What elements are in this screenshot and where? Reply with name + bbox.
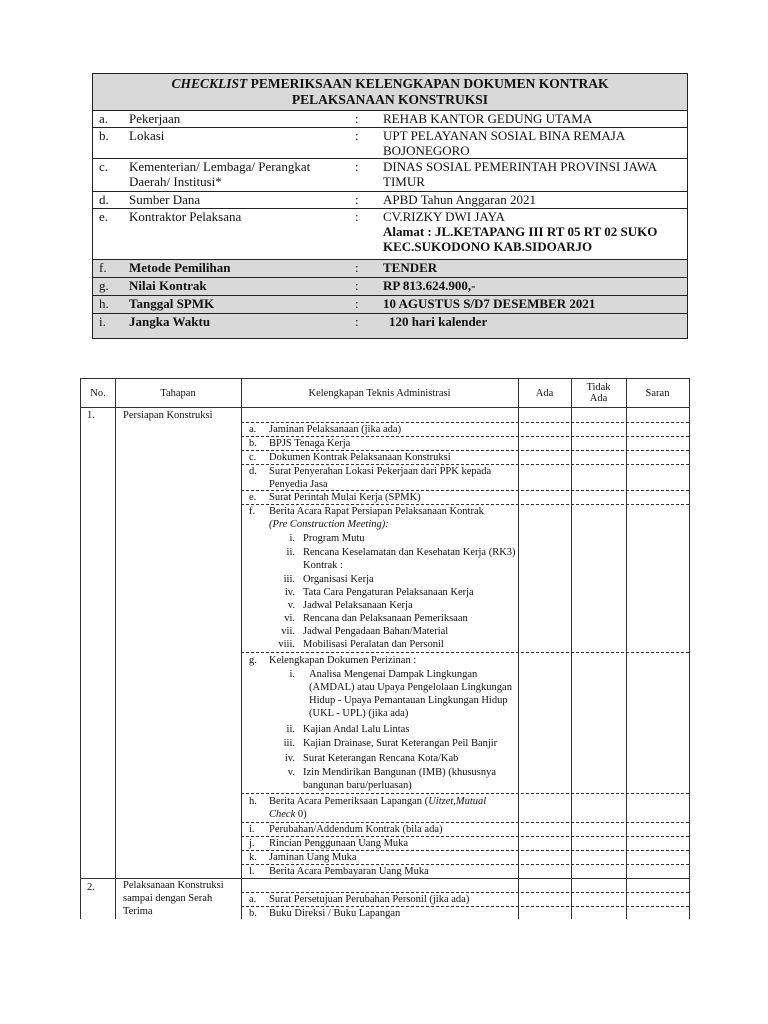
info-row-sumber-dana: d. Sumber Dana : APBD Tahun Anggaran 2021 — [99, 192, 537, 207]
section-tahapan-2: Pelaksanaan Konstruksi sampai dengan Serah Terima — [123, 880, 224, 917]
info-row-metode: f. Metode Pemilihan : TENDER — [93, 260, 687, 277]
contractor-address: Alamat : JL.KETAPANG III RT 05 RT 02 SUKO KEC.SUKODONO KAB.SIDOARJO — [383, 224, 658, 254]
checklist-title — [93, 74, 687, 110]
info-row-lokasi: b. Lokasi : UPT PELAYANAN SOSIAL BINA REMAJA BOJONEGORO — [99, 128, 625, 158]
title-rest: PEMERIKSAAN KELENGKAPAN DOKUMEN KONTRAK — [250, 76, 609, 91]
section-no-2: 2. — [87, 882, 95, 893]
info-row-jangka-waktu: i. Jangka Waktu : 120 hari kalender — [93, 314, 687, 338]
info-row-kementerian: c. Kementerian/ Lembaga/ Perangkat Daerah/ Institusi* : DINAS SOSIAL PEMERINTAH PROVINSI JAWA TIMUR — [99, 159, 657, 189]
info-row-tanggal-spmk: h. Tanggal SPMK : 10 AGUSTUS S/D7 DESEMBER 2021 — [93, 296, 687, 313]
info-row-nilai-kontrak: g. Nilai Kontrak : RP 813.624.900,- — [93, 278, 687, 295]
col-header-kelengkapan: Kelengkapan Teknis Administrasi — [308, 387, 451, 399]
section-no-1: 1. — [87, 410, 95, 421]
col-header-saran: Saran — [645, 387, 670, 399]
col-header-no: No. — [90, 387, 106, 399]
col-header-tidak-ada: Tidak Ada — [586, 382, 611, 404]
title-line2: PELAKSANAAN KONSTRUKSI — [291, 92, 489, 107]
info-row-pekerjaan: a. Pekerjaan : REHAB KANTOR GEDUNG UTAMA — [99, 111, 593, 126]
section-tahapan-1: Persiapan Konstruksi — [123, 410, 213, 421]
col-header-ada: Ada — [535, 387, 554, 399]
contract-info-box — [92, 73, 688, 339]
checklist-table: No. Tahapan Kelengkapan Teknis Administrasi Ada Tidak Ada Saran 1. Persiapan Konstruksi a. Jaminan Pelaksanaan (jika ada) b. BPJS Tenaga Kerja c. Dokumen Kontrak Pelaksanaan Konstruksi d. Surat Penyerahan Lokasi Pekerjaan dari PPK kepada Penyedia Jasa e. Surat Perintah Mulai Kerja (SPMK) f. Berita Acara Rapat Persiapan Pelaksanaan Kontrak (Pre Construction Meeting): i. Program Mutu ii. Rencana Keselamatan dan Kesehatan Kerja (RK3) Kontrak : iii. Organisasi Kerja iv. Tata Cara Pengaturan Pelaksanaan Kerja v. Jadwal Pelaksanaan Kerja vi. Rencana dan Pelaksanaan Pemeriksaan vii. Jadwal Pengadaan Bahan/Material viii. Mobilisasi Peralatan dan Personil g. Kelengkapan Dokumen Perizinan : i. Analisa Mengenai Dampak Lingkungan (AMDAL) atau Upaya Pengelolaan Lingkungan Hidup - Upaya Pemantauan Lingkungan Hidup (UKL - UPL) (jika ada) ii. Kajian Andal Lalu Lintas iii. Kajian Drainase, Surat Keterangan Peil Banjir iv. Surat Keterangan Rencana Kota/Kab v. Izin Mendirikan Bangunan (IMB) (khususnya bangunan baru/perluasan) h. Berita Acara Pemeriksaan Lapangan (Uitzet,Mutual Check 0) i. Perubahan/Addendum Kontrak (bila ada) j. Rincian Penggunaan Uang Muka k. Jaminan Uang Muka l. Berita Acara Pembayaran Uang Muka 2. Pelaksanaan Konstruksi sampai dengan Serah Terima a. Surat Persetujuan Perubahan Personil (jika ada) b. Buku Direksi / Buku Lapangan — [80, 378, 690, 919]
title-italic: CHECKLIST — [171, 76, 248, 91]
col-header-tahapan: Tahapan — [160, 387, 196, 399]
info-row-kontraktor: e. Kontraktor Pelaksana : CV.RIZKY DWI JAYA Alamat : JL.KETAPANG III RT 05 RT 02 SUKO KEC.SUKODONO KAB.SIDOARJO — [93, 209, 687, 259]
